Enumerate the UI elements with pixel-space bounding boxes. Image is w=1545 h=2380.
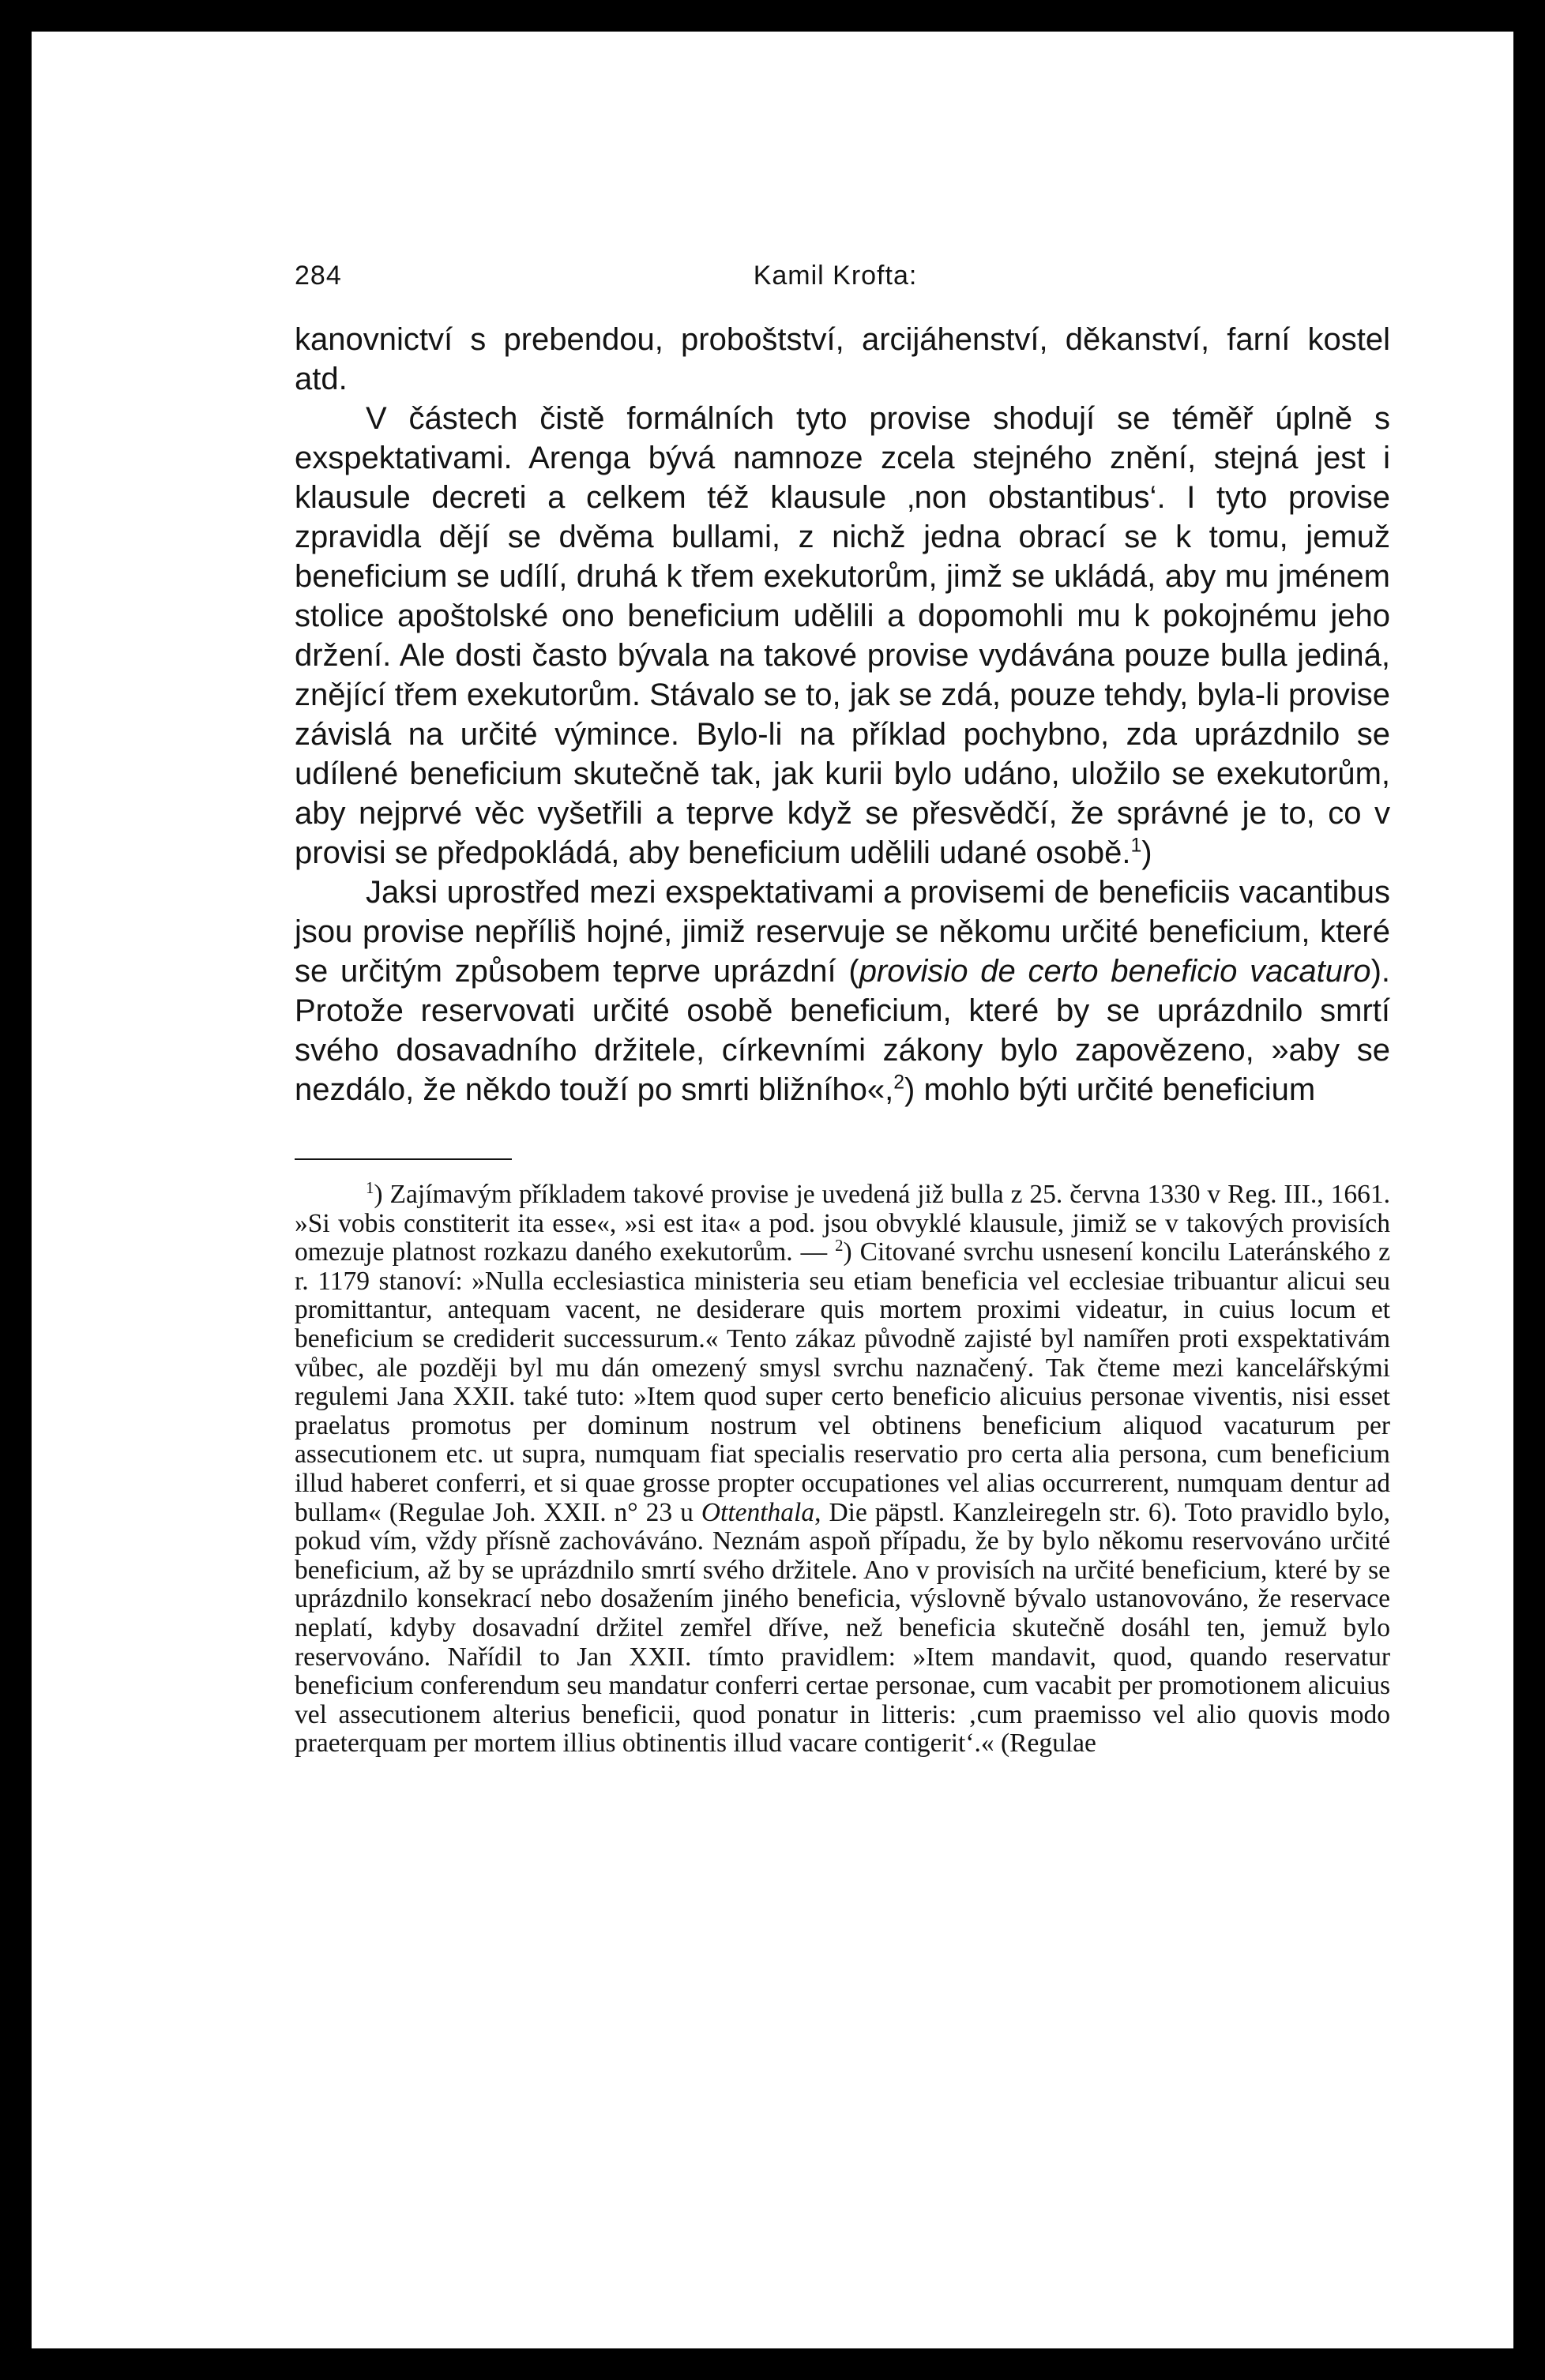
footnote-2-marker: 2 xyxy=(835,1237,844,1256)
paragraph-1-text: kanovnictví s prebendou, proboštství, arcijáhenství, děkanství, farní kostel atd. xyxy=(295,322,1390,396)
footnote-ref-1: 1 xyxy=(1130,835,1142,857)
footnote-1-text: ) Zajímavým příkladem takové provise je uvedená již bulla z 25. června 1330 v Reg. III., 1661. »Si vobis constiterit ita esse«, »si est ita« a pod. jsou obvyklé klausule, jimiž se v takových provisích omezuje platnost rozkazu daného exekutorům. — xyxy=(295,1180,1390,1267)
paragraph-3-text-b: ). Protože reservovati určité osobě beneficium, které by se uprázdnilo smrtí svého dosavadního držitele, církevními zákony bylo zapovězeno, »aby se nezdálo, že někdo touží po smrti bližního«, xyxy=(295,954,1390,1107)
footnote-ref-2: 2 xyxy=(893,1072,905,1094)
body-text xyxy=(265,320,1406,1109)
paragraph-3 xyxy=(295,873,1390,1109)
paragraph-2-tail: ) xyxy=(1141,835,1152,870)
running-head: Kamil Krofta: xyxy=(753,261,918,291)
footnote-divider xyxy=(295,1158,512,1160)
paragraph-2 xyxy=(295,399,1390,873)
footnotes xyxy=(265,1178,1406,1759)
paragraph-3-text-a: Jaksi uprostřed mezi exspektativami a provisemi de beneficiis vacantibus jsou provise nepříliš hojné, jimiž reservuje se někomu určité beneficium, které se určitým způsobem teprve uprázdní ( xyxy=(295,875,1390,989)
footnote-2-text-b: , Die päpstl. Kanzleiregeln str. 6). Toto pravidlo bylo, pokud vím, vždy přísně zachováváno. Neznám aspoň případu, že by bylo někomu reservováno určité beneficium, až by se uprázdnilo smrtí svého držitele. Ano v provisích na určité beneficium, které by se uprázdnilo konsekrací nebo dosažením jiného beneficia, výslovně bývalo ustanovováno, že reservace neplatí, kdyby dosavadní držitel zemřel dříve, než beneficia skutečně dosáhl ten, jemuž bylo reservováno. Nařídil to Jan XXII. tímto pravidlem: »Item mandavit, quod, quando reservatur beneficium conferendum seu mandatur conferri certae personae, cum vacabit per promotionem alicuius vel assecutionem alterius beneficii, quod ponatur in litteris: ‚cum praemisso vel alio quovis modo praeterquam per mortem illius obtinentis illud vacare contigerit‘.« (Regulae xyxy=(295,1497,1390,1759)
footnote-1-marker: 1 xyxy=(366,1178,374,1197)
paragraph-3-italic: provisio de certo beneficio vacaturo xyxy=(859,954,1371,989)
paragraph-2-text: V částech čistě formálních tyto provise shodují se téměř úplně s exspektativami. Arenga bývá namnoze zcela stejného znění, stejná jest i klausule decreti a celkem též klausule ‚non obstantibus‘. I tyto provise zpravidla dějí se dvěma bullami, z nichž jedna obrací se k tomu, jemuž beneficium se udílí, druhá k třem exekutorům, jimž se ukládá, aby mu jménem stolice apoštolské ono beneficium udělili a dopomohli mu k pokojnému jeho držení. Ale dosti často bývala na takové provise vydávána pouze bulla jediná, znějící třem exekutorům. Stávalo se to, jak se zdá, pouze tehdy, byla-li provise závislá na určité výmince. Bylo-li na příklad pochybno, zda uprázdnilo se udílené beneficium skutečně tak, jak kurii bylo udáno, uložilo se exekutorům, aby nejprvé věc vyšetřili a teprve když se přesvědčí, že správné je to, co v provisi se předpokládá, aby beneficium udělili udané osobě. xyxy=(295,401,1390,870)
page-header xyxy=(265,197,1406,291)
page-content xyxy=(265,197,1406,1759)
scanned-page xyxy=(32,32,1513,2348)
footnote-block xyxy=(295,1178,1390,1759)
paragraph-1 xyxy=(295,320,1390,399)
page-number: 284 xyxy=(295,261,342,291)
footnote-2-text-a: ) Citované svrchu usnesení koncilu Lateránského z r. 1179 stanoví: »Nulla ecclesiastica ministeria seu etiam beneficia vel ecclesiae tribuantur alicui seu promittantur, antequam vacent, ne desiderare quis mortem proximi videatur, in cuius locum et beneficium se crediderit successurum.« Tento zákaz původně zajisté byl namířen proti exspektativám vůbec, ale později byl mu dán omezený smysl svrchu naznačený. Tak čteme mezi kancelářskými regulemi Jana XXII. také tuto: »Item quod super certo beneficio alicuius personae viventis, nisi esset praelatus promotus per dominum nostrum vel obtinens beneficium aliquod vacaturum per assecutionem etc. ut supra, numquam fiat specialis reservatio pro certa alia persona, cum beneficium illud haberet conferri, et si quae grosse propter occupationes vel alias occurrerent, numquam dentur ad bullam« (Regulae Joh. XXII. n° 23 u xyxy=(295,1237,1390,1527)
paragraph-3-text-c: ) mohlo býti určité beneficium xyxy=(904,1072,1316,1107)
footnote-2-italic: Ottenthala xyxy=(701,1497,815,1527)
